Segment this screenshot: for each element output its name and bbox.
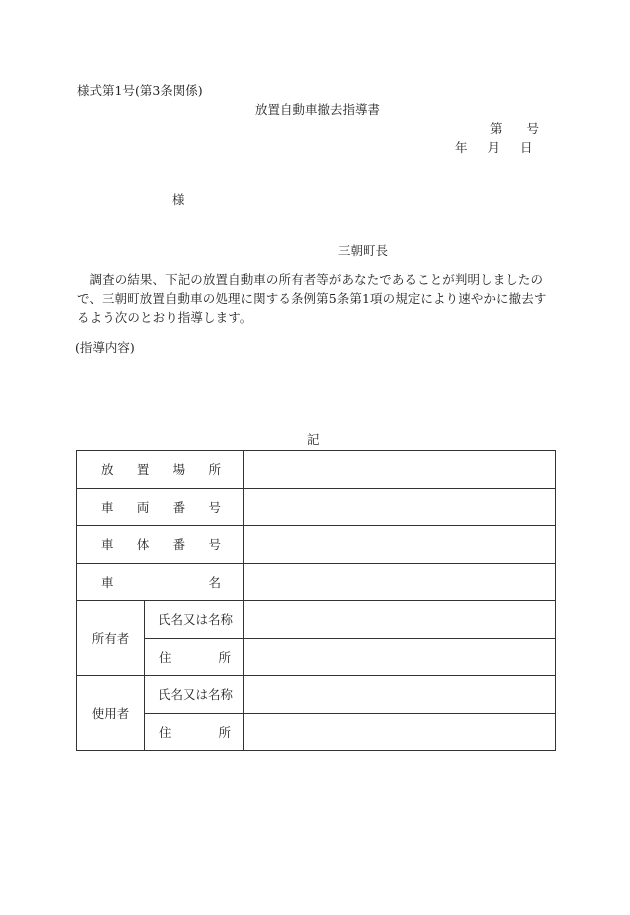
chassis-number-value-cell (244, 526, 556, 564)
table-row (77, 451, 556, 489)
document-title: 放置自動車撤去指導書 (255, 102, 381, 117)
label-char: 住 (159, 649, 172, 665)
label-char: 体 (136, 537, 150, 553)
label-char: 号 (208, 537, 221, 553)
label-char: 置 (136, 462, 150, 478)
table-row (77, 638, 556, 676)
table-row (77, 676, 556, 714)
label-char: 所 (218, 649, 231, 665)
location-label-cell (77, 451, 244, 489)
location-value-cell (244, 451, 556, 489)
form-number-label: 様式第1号(第3条関係) (77, 83, 203, 98)
date-day: 日 (520, 140, 533, 155)
vehicle-record-table (76, 450, 556, 751)
owner-name-value-cell (244, 601, 556, 639)
car-name-label-cell (77, 563, 244, 601)
label-char: 車 (101, 499, 114, 515)
document-date-line (455, 142, 533, 155)
user-address-value-cell (244, 713, 556, 751)
addressee-suffix: 様 (172, 192, 185, 207)
label-char: 場 (172, 462, 186, 478)
user-group-label: 使用者 (77, 676, 145, 751)
guidance-label: (指導内容) (75, 340, 135, 355)
owner-address-label-cell (145, 638, 244, 676)
date-year: 年 (455, 140, 468, 155)
document-number-line (490, 123, 539, 136)
label-char: 名 (208, 574, 221, 590)
label-char: 車 (101, 574, 114, 590)
label-char: 車 (101, 537, 114, 553)
chassis-number-label-cell (77, 526, 244, 564)
body-paragraph: 調査の結果、下記の放置自動車の所有者等があなたであることが判明しましたので、三朝町放置自動車の処理に関する条例第5条第1項の規定により速やかに撤去するよう次のとおり指導します。 (77, 272, 547, 325)
table-row (77, 488, 556, 526)
user-address-label-cell (145, 713, 244, 751)
owner-address-value-cell (244, 638, 556, 676)
user-name-label: 氏名又は名称 (158, 687, 234, 703)
user-name-label-cell (145, 676, 244, 714)
owner-group-label: 所有者 (77, 601, 145, 676)
label-char: 番 (172, 499, 186, 515)
user-name-value-cell (244, 676, 556, 714)
owner-name-label: 氏名又は名称 (158, 612, 234, 628)
table-row (77, 526, 556, 564)
table-row (77, 713, 556, 751)
table-row (77, 601, 556, 639)
label-char: 所 (208, 462, 221, 478)
label-char: 両 (136, 499, 150, 515)
label-char: 号 (208, 499, 221, 515)
table-row (77, 563, 556, 601)
label-char: 番 (172, 537, 186, 553)
ki-label: 記 (307, 432, 320, 447)
car-name-value-cell (244, 563, 556, 601)
plate-number-value-cell (244, 488, 556, 526)
number-prefix: 第 (490, 121, 503, 136)
label-char: 所 (218, 724, 231, 740)
label-char: 放 (101, 462, 114, 478)
issuer-name: 三朝町長 (338, 243, 389, 258)
date-month: 月 (487, 140, 501, 155)
plate-number-label-cell (77, 488, 244, 526)
label-char: 住 (159, 724, 172, 740)
owner-name-label-cell (145, 601, 244, 639)
number-suffix: 号 (526, 121, 540, 136)
